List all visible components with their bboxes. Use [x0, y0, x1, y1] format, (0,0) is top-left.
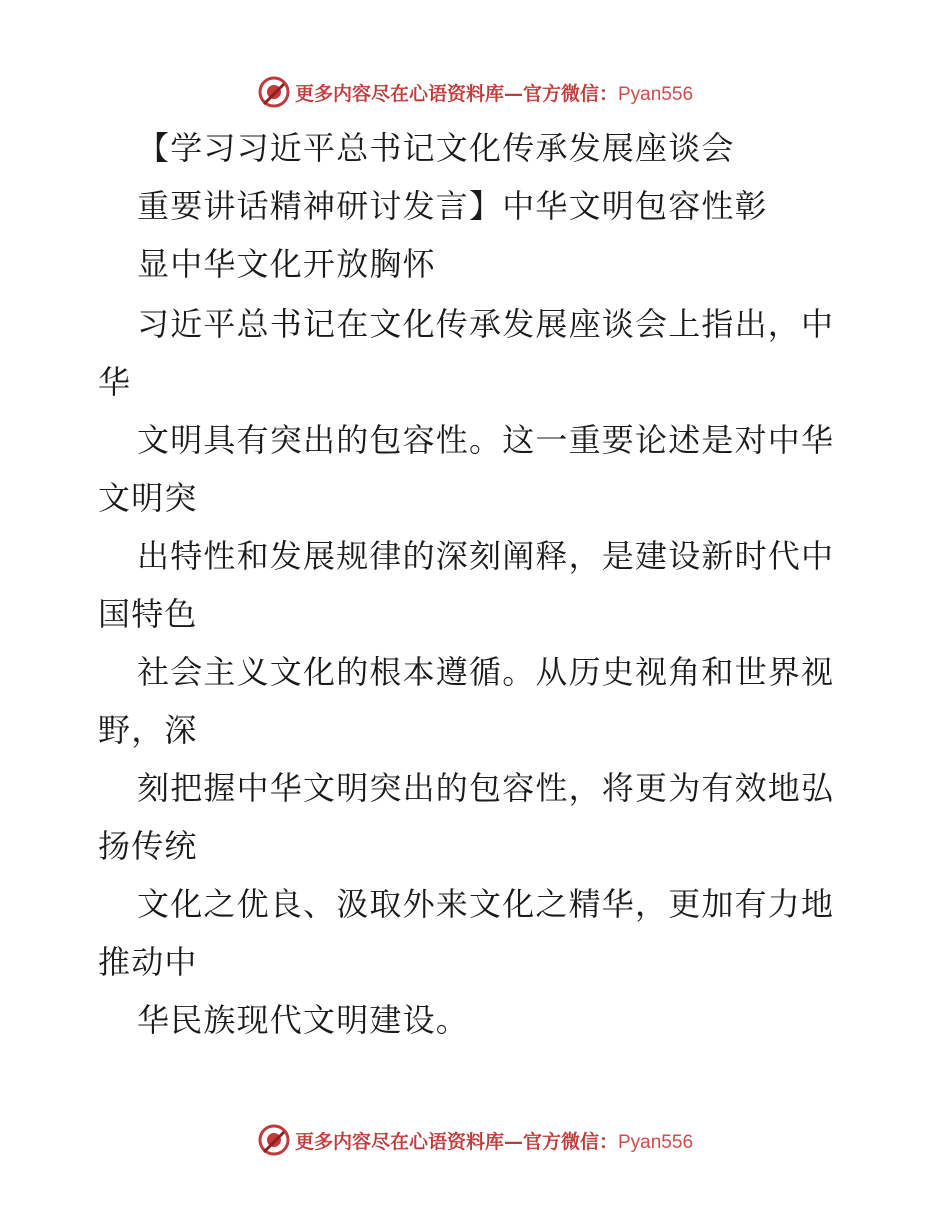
- watermark-label: 更多内容尽在心语资料库—官方微信：: [294, 1130, 618, 1153]
- body-line-9: 刻把握中华文明突出的包容性，将更为有效地弘: [137, 769, 835, 807]
- watermark-handle: Pyan556: [618, 1131, 694, 1153]
- header-watermark: [0, 72, 950, 112]
- watermark-text: [295, 1127, 693, 1154]
- watermark-label: 更多内容尽在心语资料库—官方微信：: [294, 82, 618, 105]
- body-line-13: 华民族现代文明建设。: [137, 1001, 470, 1039]
- body-line-10: 扬传统: [98, 827, 198, 865]
- body-line-7: 社会主义文化的根本遵循。从历史视角和世界视: [137, 653, 835, 691]
- body-line-6: 国特色: [98, 595, 198, 633]
- title-line-2: 重要讲话精神研讨发言】中华文明包容性彰: [137, 187, 768, 225]
- brand-logo-icon: [257, 75, 291, 109]
- title-line-3: 显中华文化开放胸怀: [137, 245, 436, 283]
- body-line-12: 推动中: [98, 943, 198, 981]
- watermark-handle: Pyan556: [618, 83, 694, 105]
- body-line-8: 野，深: [98, 711, 198, 749]
- body-line-3: 文明具有突出的包容性。这一重要论述是对中华: [137, 421, 835, 459]
- body-line-1: 习近平总书记在文化传承发展座谈会上指出，中: [137, 305, 835, 343]
- brand-logo-icon: [257, 1123, 291, 1157]
- footer-watermark: [0, 1120, 950, 1160]
- body-line-5: 出特性和发展规律的深刻阐释，是建设新时代中: [137, 537, 835, 575]
- title-line-1: 【学习习近平总书记文化传承发展座谈会: [137, 129, 735, 167]
- watermark-text: [295, 79, 693, 106]
- body-line-2: 华: [98, 363, 132, 401]
- body-line-4: 文明突: [98, 479, 198, 517]
- body-line-11: 文化之优良、汲取外来文化之精华，更加有力地: [137, 885, 835, 923]
